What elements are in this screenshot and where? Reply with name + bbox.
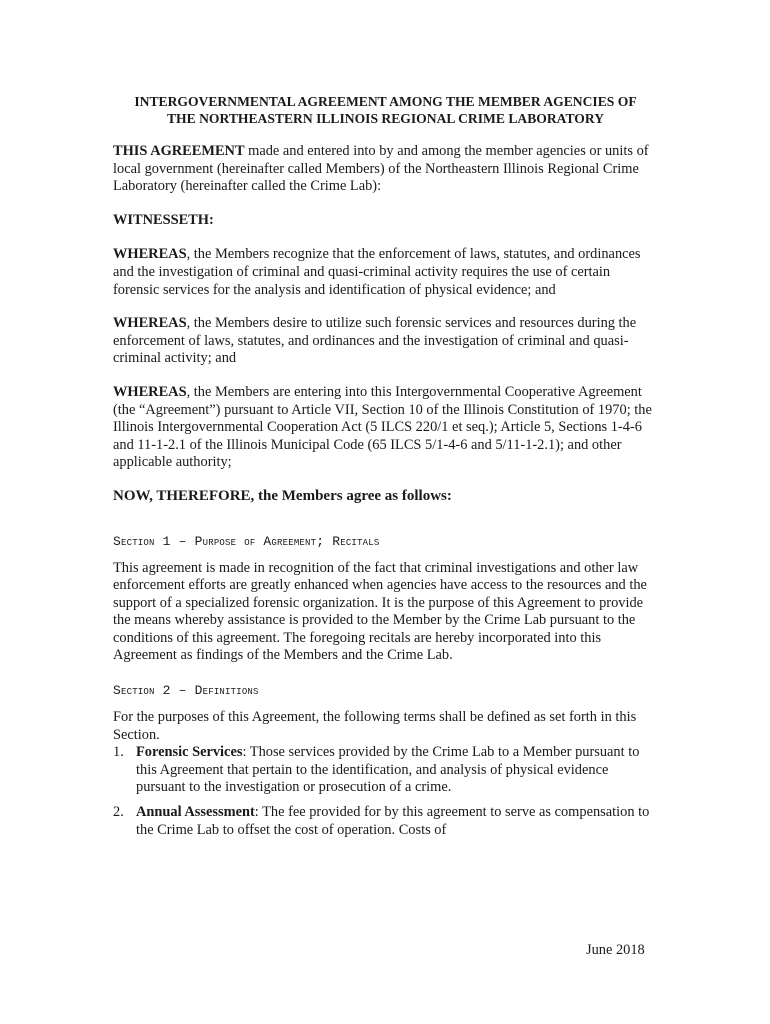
document-body bbox=[113, 93, 658, 846]
section-2-heading-text: Section 2 – Definitions bbox=[113, 683, 259, 699]
definition-term: Annual Assessment bbox=[136, 804, 255, 821]
now-therefore-heading: NOW, THEREFORE, the Members agree as follows: bbox=[113, 487, 452, 504]
definition-number: 1. bbox=[113, 744, 124, 761]
whereas-lead: WHEREAS bbox=[113, 315, 187, 332]
whereas-text: , the Members desire to utilize such forensic services and resources during the enforcement of laws, statutes, and ordinances and the investigation of criminal and quasi-criminal activity; and bbox=[113, 315, 637, 367]
definition-text: : Those services provided by the Crime Lab to a Member pursuant to this Agreement that pertain to the identification, and analysis of physical evidence pursuant to the investigation or prosecution of a crime. bbox=[136, 744, 640, 796]
whereas-paragraph-1 bbox=[113, 246, 658, 299]
definition-item bbox=[113, 744, 658, 797]
section-1-body: This agreement is made in recognition of the fact that criminal investigations and other law enforcement efforts are greatly enhanced when agencies have access to the resources and the support of a specialized forensic organization. It is the purpose of this Agreement to provide the means whereby assistance is provided to the Member by the Crime Lab pursuant to the conditions of this agreement. The foregoing recitals are hereby incorporated into this Agreement as findings of the Members and the Crime Lab. bbox=[113, 559, 647, 664]
intro-paragraph bbox=[113, 143, 658, 196]
section-1-heading bbox=[113, 534, 658, 550]
whereas-text: , the Members are entering into this Intergovernmental Cooperative Agreement (the “Agreement”) pursuant to Article VII, Section 10 of the Illinois Constitution of 1970; the Illinois Intergovernmental Cooperation Act (5 ILCS 220/1 et seq.); Article 5, Sections 1-4-6 and 11-1-2.1 of the Illinois Municipal Code (65 ILCS 5/1-4-6 and 5/11-1-2.1); and other applicable authority; bbox=[113, 383, 652, 471]
definition-item bbox=[113, 804, 658, 839]
definition-text: : The fee provided for by this agreement to serve as compensation to the Crime Lab to offset the cost of operation. Costs of bbox=[136, 804, 650, 838]
definition-number: 2. bbox=[113, 804, 124, 821]
section-2-intro: For the purposes of this Agreement, the following terms shall be defined as set forth in this Section. bbox=[113, 709, 637, 743]
section-1-heading-text: Section 1 – Purpose of Agreement; Recitals bbox=[113, 533, 380, 549]
definitions-list bbox=[113, 744, 658, 839]
whereas-paragraph-3 bbox=[113, 384, 658, 472]
document-title: INTERGOVERNMENTAL AGREEMENT AMONG THE MEMBER AGENCIES OF THE NORTHEASTERN ILLINOIS REGIONAL CRIME LABORATORY bbox=[134, 94, 637, 126]
whereas-lead: WHEREAS bbox=[113, 246, 187, 263]
definition-term: Forensic Services bbox=[136, 744, 243, 761]
section-2-heading bbox=[113, 683, 658, 699]
whereas-lead: WHEREAS bbox=[113, 383, 187, 400]
intro-text: made and entered into by and among the member agencies or units of local government (hereinafter called Members) of the Northeastern Illinois Regional Crime Laboratory (hereinafter called the Crime Lab): bbox=[113, 143, 649, 195]
whereas-text: , the Members recognize that the enforcement of laws, statutes, and ordinances and the investigation of criminal and quasi-criminal activity requires the use of certain forensic services for the analysis and identification of physical evidence; and bbox=[113, 246, 641, 298]
intro-lead: THIS AGREEMENT bbox=[113, 143, 245, 159]
witnesseth-heading: WITNESSETH: bbox=[113, 211, 214, 228]
whereas-paragraph-2 bbox=[113, 315, 658, 368]
footer-date: June 2018 bbox=[586, 942, 645, 958]
